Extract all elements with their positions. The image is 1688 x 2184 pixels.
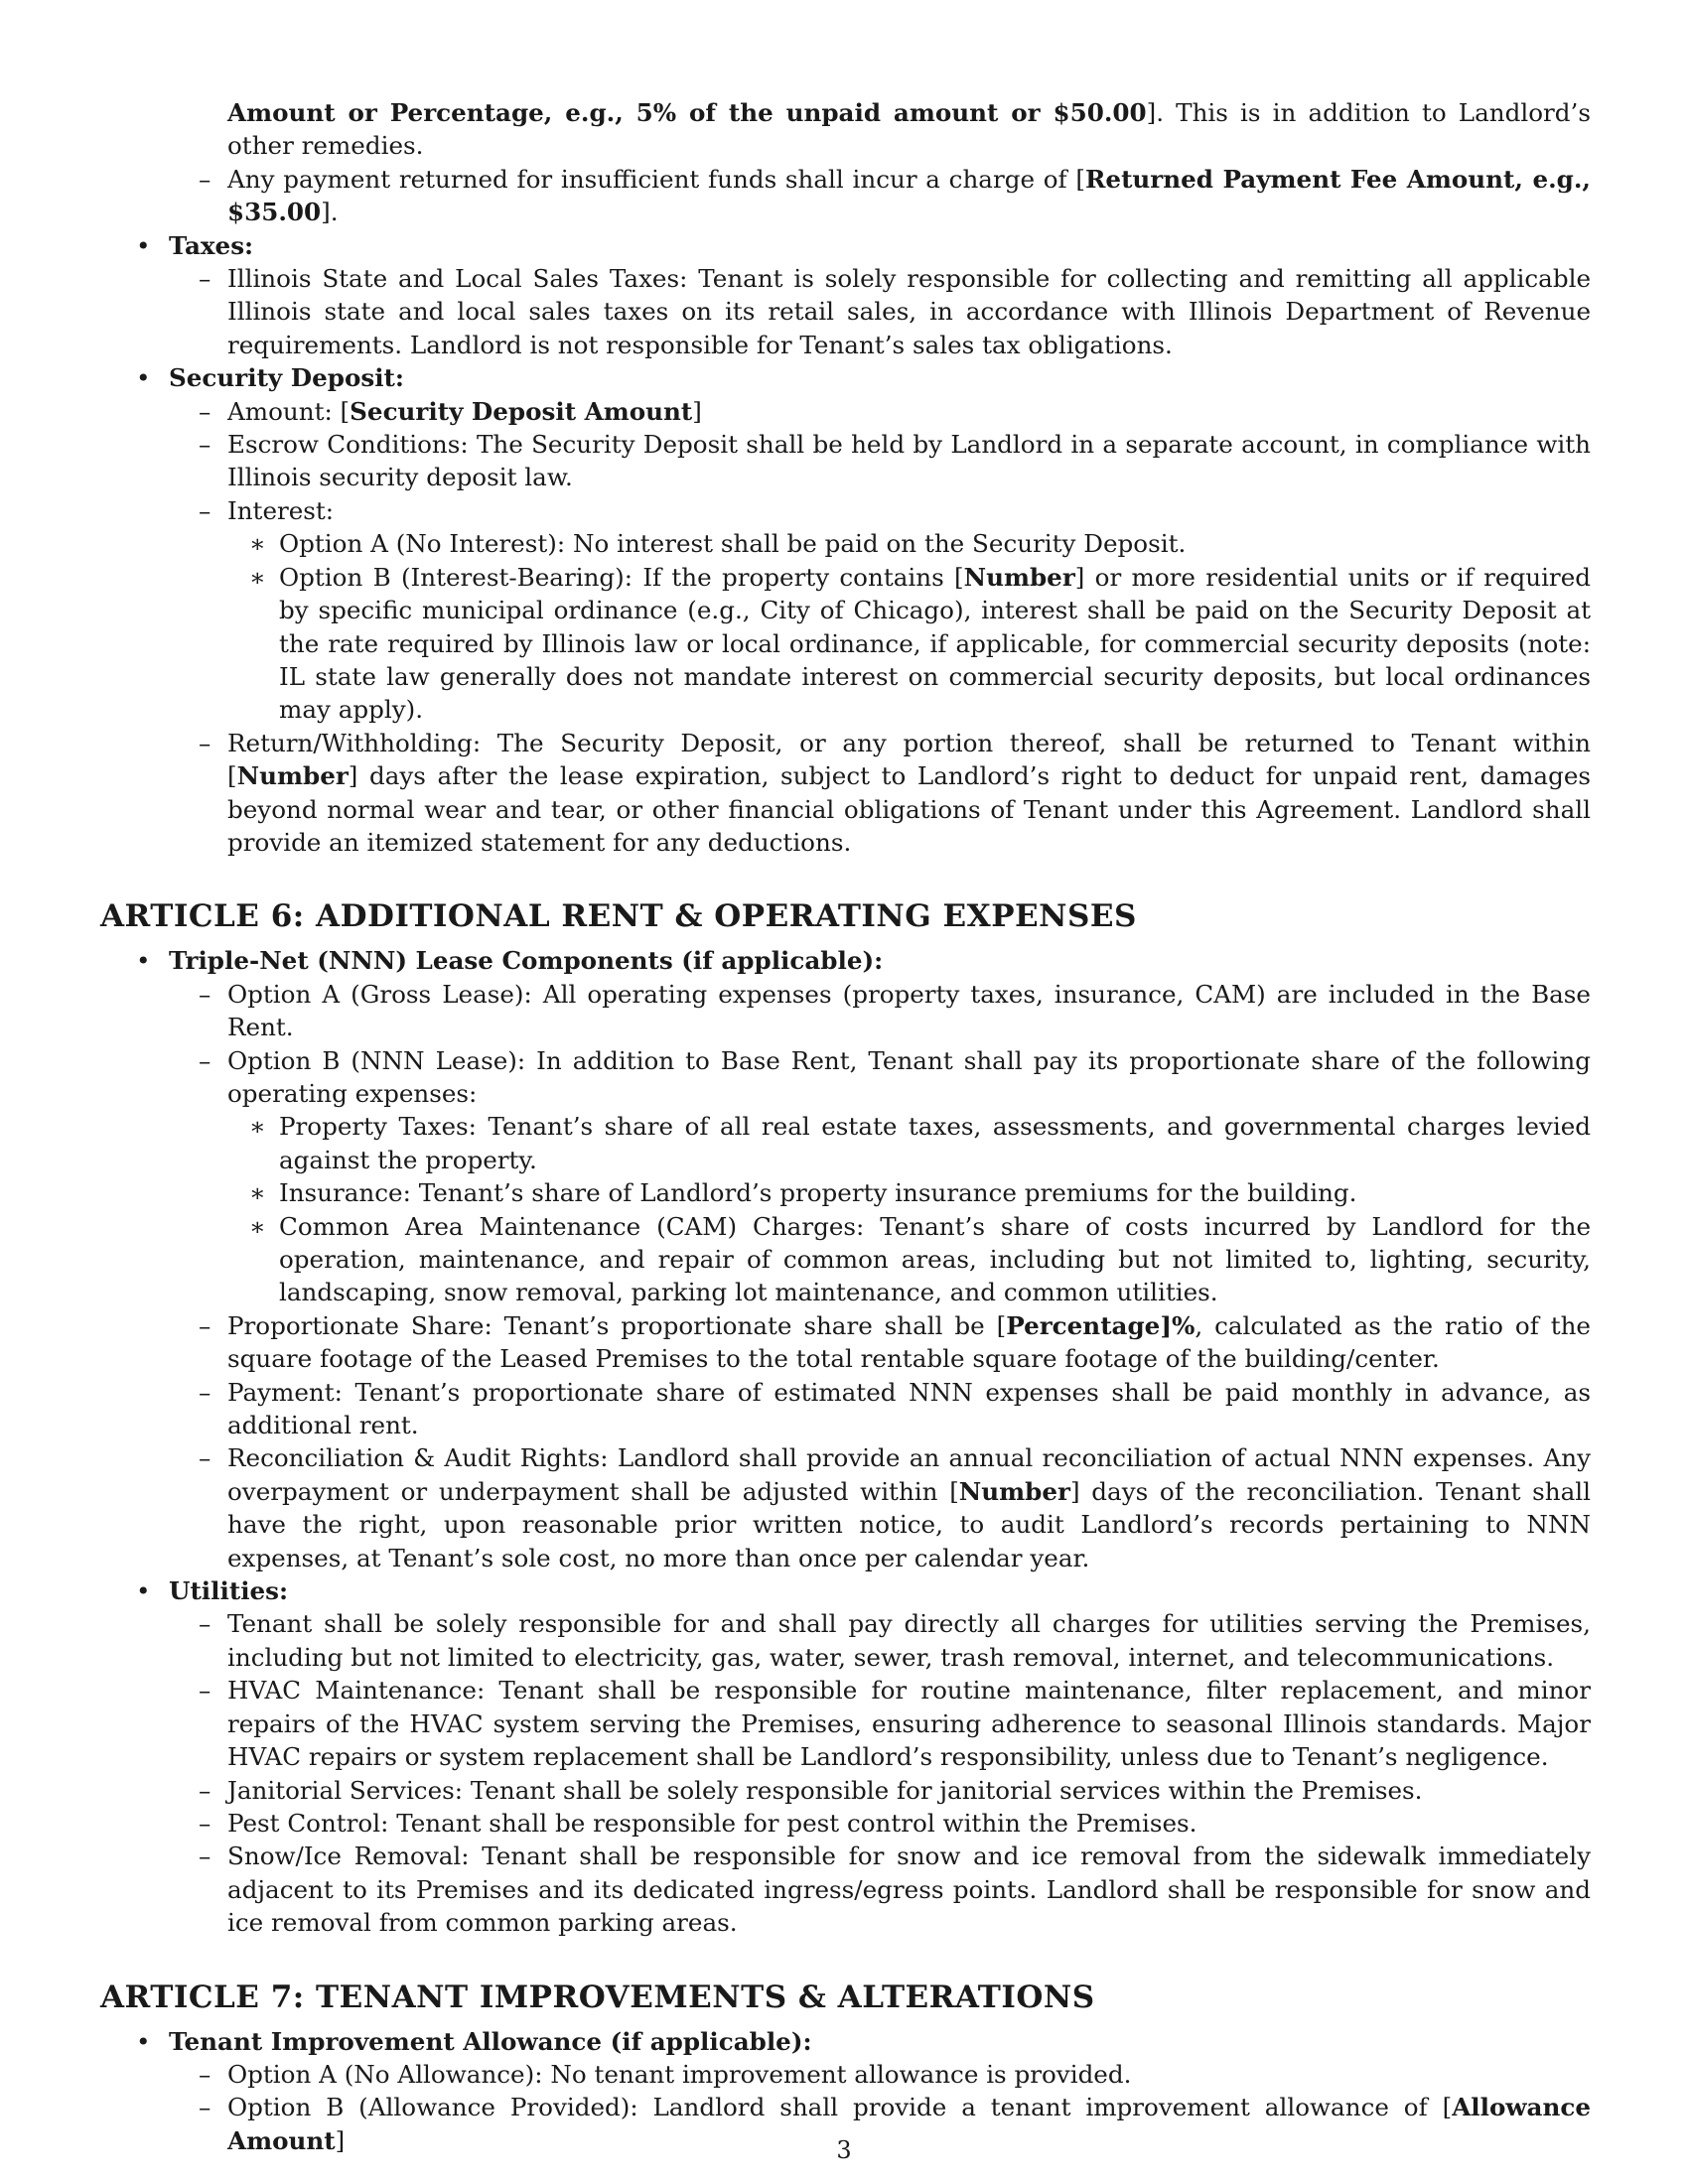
- late-fee-placeholder: Amount or Percentage, e.g., 5% of the unpaid amount or $50.00: [227, 98, 1147, 127]
- interest-option-b: ∗ Option B (Interest-Bearing): If the property contains [Number] or more residential units or if required by specific municipal ordinance (e.g., City of Chicago), interest shall be paid on the Security Deposit at the rate required by Illinois law or local ordinance, if applicable, for commercial security deposits (note: IL state law generally does not mandate interest on commercial security deposits, but local ordinances may apply).: [227, 561, 1591, 727]
- proportionate-share-item: – Proportionate Share: Tenant’s proportionate share shall be [Percentage]%, calculated as the ratio of the square footage of the Leased Premises to the total rentable square footage of the building/center.: [169, 1309, 1591, 1376]
- property-taxes-item: ∗ Property Taxes: Tenant’s share of all real estate taxes, assessments, and governmental charges levied against the property.: [227, 1110, 1591, 1176]
- returned-payment-wrapper: [100, 163, 1591, 229]
- taxes-and-deposit-list: [100, 229, 1591, 860]
- allowance-provided-option: – Option B (Allowance Provided): Landlord shall provide a tenant improvement allowance of [Allowance Amount]: [169, 2091, 1591, 2157]
- insurance-item: ∗ Insurance: Tenant’s share of Landlord’s property insurance premiums for the building.: [227, 1176, 1591, 1209]
- reconciliation-item: – Reconciliation & Audit Rights: Landlord shall provide an annual reconciliation of actual NNN expenses. Any overpayment or underpayment shall be adjusted within [Number] days of the reconciliation. Tenant shall have the right, upon reasonable prior written notice, to audit Landlord’s records pertaining to NNN expenses, at Tenant’s sole cost, no more than once per calendar year.: [169, 1441, 1591, 1574]
- payment-item: – Payment: Tenant’s proportionate share of estimated NNN expenses shall be paid monthly in advance, as additional rent.: [169, 1376, 1591, 1442]
- no-allowance-option: – Option A (No Allowance): No tenant improvement allowance is provided.: [169, 2058, 1591, 2091]
- pest-control-item: – Pest Control: Tenant shall be responsible for pest control within the Premises.: [169, 1807, 1591, 1840]
- janitorial-item: – Janitorial Services: Tenant shall be solely responsible for janitorial services within the Premises.: [169, 1774, 1591, 1807]
- interest-item: – Interest: ∗ Option A (No Interest): No interest shall be paid on the Security Deposit. ∗ Option B (Interest-Bearing): If the property contains [Number] or more residential units or if required by specific municipal ordinance (e.g., City of Chicago), interest shall be paid on the Security Deposit at the rate required by Illinois law or local ordinance, if applicable, for commercial security deposits (note: IL state law generally does not mandate interest on commercial security deposits, but local ordinances may apply).: [169, 494, 1591, 727]
- document-page: [100, 96, 1591, 2157]
- late-fee-continuation: Amount or Percentage, e.g., 5% of the unpaid amount or $50.00]. This is in addition to Landlord’s other remedies.: [227, 98, 1591, 161]
- gross-lease-option: – Option A (Gross Lease): All operating expenses (property taxes, insurance, CAM) are included in the Base Rent.: [169, 978, 1591, 1044]
- deposit-amount-item: – Amount: [Security Deposit Amount]: [169, 395, 1591, 428]
- snow-removal-item: – Snow/Ice Removal: Tenant shall be responsible for snow and ice removal from the sidewalk immediately adjacent to its Premises and its dedicated ingress/egress points. Landlord shall be responsible for snow and ice removal from common parking areas.: [169, 1840, 1591, 1939]
- interest-option-a: ∗ Option A (No Interest): No interest shall be paid on the Security Deposit.: [227, 527, 1591, 560]
- taxes-title: Taxes:: [169, 230, 254, 260]
- return-withholding-item: – Return/Withholding: The Security Deposit, or any portion thereof, shall be returned to Tenant within [Number] days after the lease expiration, subject to Landlord’s right to deduct for unpaid rent, damages beyond normal wear and tear, or other financial obligations of Tenant under this Agreement. Landlord shall provide an itemized statement for any deductions.: [169, 727, 1591, 860]
- escrow-item: – Escrow Conditions: The Security Deposit shall be held by Landlord in a separate account, in compliance with Illinois security deposit law.: [169, 428, 1591, 494]
- article-7-heading: ARTICLE 7: TENANT IMPROVEMENTS & ALTERATIONS: [100, 1979, 1095, 2015]
- returned-payment-item: – Any payment returned for insufficient funds shall incur a charge of [Returned Payment Fee Amount, e.g., $35.00].: [169, 163, 1591, 229]
- returned-payment-placeholder: Returned Payment Fee Amount, e.g., $35.00: [227, 164, 1591, 227]
- nnn-lease-option: – Option B (NNN Lease): In addition to Base Rent, Tenant shall pay its proportionate share of the following operating expenses: ∗ Property Taxes: Tenant’s share of all real estate taxes, assessments, and governmental charges levied against the property. ∗ Insurance: Tenant’s share of Landlord’s property insurance premiums for the building. ∗ Common Area Maintenance (CAM) Charges: Tenant’s share of costs incurred by Landlord for the operation, maintenance, and repair of common areas, including but not limited to, lighting, security, landscaping, snow removal, parking lot maintenance, and common utilities.: [169, 1044, 1591, 1309]
- security-deposit-title: Security Deposit:: [169, 363, 404, 393]
- allowance-title: Tenant Improvement Allowance (if applicable):: [169, 2026, 812, 2056]
- section-list: [100, 163, 1591, 229]
- sales-tax-item: – Illinois State and Local Sales Taxes: Tenant is solely responsible for collecting and remitting all applicable Illinois state and local sales taxes on its retail sales, in accordance with Illinois Department of Revenue requirements. Landlord is not responsible for Tenant’s sales tax obligations.: [169, 262, 1591, 361]
- article-6-list: [100, 944, 1591, 1939]
- cam-item: ∗ Common Area Maintenance (CAM) Charges: Tenant’s share of costs incurred by Landlord for the operation, maintenance, and repair of common areas, including but not limited to, lighting, security, landscaping, snow removal, parking lot maintenance, and common utilities.: [227, 1210, 1591, 1309]
- security-deposit-section: [100, 361, 1591, 859]
- hvac-item: – HVAC Maintenance: Tenant shall be responsible for routine maintenance, filter replacement, and minor repairs of the HVAC system serving the Premises, ensuring adherence to seasonal Illinois standards. Major HVAC repairs or system replacement shall be Landlord’s responsibility, unless due to Tenant’s negligence.: [169, 1674, 1591, 1773]
- utilities-charges-item: – Tenant shall be solely responsible for and shall pay directly all charges for utilities serving the Premises, including but not limited to electricity, gas, water, sewer, trash removal, internet, and telecommunications.: [169, 1607, 1591, 1674]
- taxes-section: [100, 229, 1591, 362]
- utilities-section: [100, 1574, 1591, 1939]
- nnn-section: [100, 944, 1591, 1574]
- utilities-title: Utilities:: [169, 1576, 289, 1606]
- article-6-heading: ARTICLE 6: ADDITIONAL RENT & OPERATING EXPENSES: [100, 898, 1137, 935]
- nnn-title: Triple-Net (NNN) Lease Components (if applicable):: [169, 946, 884, 976]
- page-number: 3: [836, 2136, 852, 2164]
